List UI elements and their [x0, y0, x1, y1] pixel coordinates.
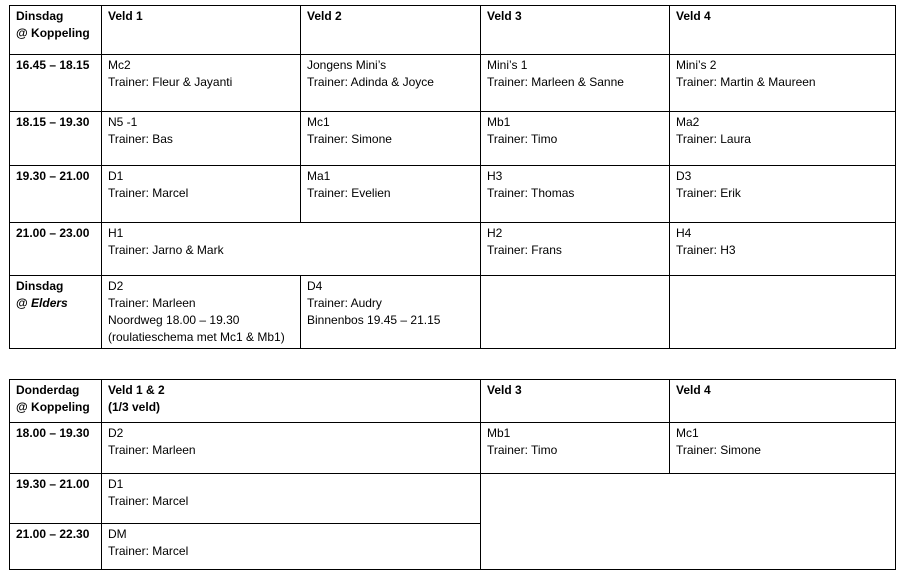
- team-name: Ma2: [676, 115, 700, 129]
- location-label: @ Koppeling: [16, 400, 90, 414]
- time-slot-cell: 21.00 – 22.30: [10, 524, 102, 570]
- table-header-row: [10, 6, 896, 55]
- trainer-text: Trainer: Audry: [307, 296, 382, 310]
- table-header-row: [10, 380, 896, 423]
- table-row: [10, 474, 896, 524]
- trainer-text: Trainer: Simone: [307, 132, 392, 146]
- field-header-veld-4: Veld 4: [670, 380, 896, 423]
- field-header-label: Veld 1 & 2: [108, 383, 165, 397]
- trainer-text: Trainer: Martin & Maureen: [676, 75, 816, 89]
- trainer-text: Trainer: Jarno & Mark: [108, 243, 224, 257]
- table-row: [10, 112, 896, 166]
- trainer-text: Trainer: Fleur & Jayanti: [108, 75, 233, 89]
- session-cell: [670, 423, 896, 474]
- team-name: D3: [676, 169, 692, 183]
- time-slot-cell: 18.15 – 19.30: [10, 112, 102, 166]
- session-cell: [102, 223, 481, 276]
- field-header-veld-3: Veld 3: [481, 380, 670, 423]
- time-slot-cell: 19.30 – 21.00: [10, 166, 102, 223]
- team-name: D1: [108, 169, 124, 183]
- session-cell: [102, 474, 481, 524]
- session-cell: [102, 423, 481, 474]
- team-name: Mc1: [307, 115, 330, 129]
- team-name: Ma1: [307, 169, 331, 183]
- day-label: Dinsdag: [16, 9, 64, 23]
- trainer-text: Trainer: Timo: [487, 443, 558, 457]
- session-cell: [670, 223, 896, 276]
- trainer-text: Trainer: Marcel: [108, 494, 189, 508]
- session-cell: [102, 276, 301, 349]
- trainer-text: Trainer: Marcel: [108, 544, 189, 558]
- table-row: [10, 423, 896, 474]
- trainer-text: Trainer: Evelien: [307, 186, 391, 200]
- trainer-text: Trainer: Marleen: [108, 296, 196, 310]
- team-name: D1: [108, 477, 124, 491]
- field-header-veld-1: Veld 1: [102, 6, 301, 55]
- empty-cell: [481, 276, 670, 349]
- trainer-text: Trainer: Marcel: [108, 186, 189, 200]
- session-cell: [102, 112, 301, 166]
- location-name: Elders: [31, 296, 68, 310]
- team-name: D2: [108, 279, 124, 293]
- trainer-text: Trainer: Simone: [676, 443, 761, 457]
- location-label: [16, 295, 95, 312]
- time-slot-cell: 21.00 – 23.00: [10, 223, 102, 276]
- day-label: Dinsdag: [16, 279, 64, 293]
- team-name: DM: [108, 527, 127, 541]
- field-header-veld-2: Veld 2: [301, 6, 481, 55]
- team-name: Mini’s 1: [487, 58, 528, 72]
- day-label: Donderdag: [16, 383, 80, 397]
- location-label: @ Koppeling: [16, 26, 90, 40]
- team-name: Mini’s 2: [676, 58, 717, 72]
- empty-cell: [481, 474, 896, 570]
- field-header-veld-1-2: [102, 380, 481, 423]
- trainer-text: Trainer: Adinda & Joyce: [307, 75, 434, 89]
- session-cell: [301, 55, 481, 112]
- session-cell: [102, 55, 301, 112]
- session-cell: [670, 112, 896, 166]
- table-row: [10, 223, 896, 276]
- session-cell: [301, 112, 481, 166]
- tuesday-schedule-table: [9, 5, 896, 349]
- table-row-elders: [10, 276, 896, 349]
- trainer-text: Trainer: Thomas: [487, 186, 575, 200]
- team-name: H3: [487, 169, 503, 183]
- session-cell: [670, 166, 896, 223]
- team-name: Mb1: [487, 115, 511, 129]
- team-name: Mc1: [676, 426, 699, 440]
- trainer-text: Trainer: Timo: [487, 132, 558, 146]
- session-cell: [102, 524, 481, 570]
- session-cell: [481, 166, 670, 223]
- session-cell: [481, 112, 670, 166]
- trainer-text: Trainer: Marleen: [108, 443, 196, 457]
- trainer-text: Trainer: Marleen & Sanne: [487, 75, 624, 89]
- location-time-text: Noordweg 18.00 – 19.30: [108, 313, 240, 327]
- day-header-cell: [10, 380, 102, 423]
- time-slot-cell: 16.45 – 18.15: [10, 55, 102, 112]
- empty-cell: [670, 276, 896, 349]
- field-header-veld-4: Veld 4: [670, 6, 896, 55]
- team-name: D2: [108, 426, 124, 440]
- session-cell: [102, 166, 301, 223]
- time-slot-cell: 19.30 – 21.00: [10, 474, 102, 524]
- session-cell: [481, 423, 670, 474]
- session-cell: [301, 166, 481, 223]
- table-row: [10, 55, 896, 112]
- session-cell: [670, 55, 896, 112]
- team-name: Mb1: [487, 426, 511, 440]
- trainer-text: Trainer: Bas: [108, 132, 173, 146]
- day-header-cell: [10, 276, 102, 349]
- location-prefix: @: [16, 296, 32, 310]
- team-name: Jongens Mini’s: [307, 58, 387, 72]
- day-header-cell: [10, 6, 102, 55]
- team-name: D4: [307, 279, 323, 293]
- field-header-note: (1/3 veld): [108, 400, 161, 414]
- session-cell: [481, 223, 670, 276]
- time-slot-cell: 18.00 – 19.30: [10, 423, 102, 474]
- location-time-text: Binnenbos 19.45 – 21.15: [307, 313, 441, 327]
- team-name: N5 -1: [108, 115, 138, 129]
- trainer-text: Trainer: Frans: [487, 243, 562, 257]
- team-name: Mc2: [108, 58, 131, 72]
- team-name: H4: [676, 226, 692, 240]
- session-cell: [481, 55, 670, 112]
- team-name: H1: [108, 226, 124, 240]
- table-row: [10, 166, 896, 223]
- team-name: H2: [487, 226, 503, 240]
- session-cell: [301, 276, 481, 349]
- trainer-text: Trainer: H3: [676, 243, 736, 257]
- field-header-veld-3: Veld 3: [481, 6, 670, 55]
- trainer-text: Trainer: Laura: [676, 132, 751, 146]
- note-text: (roulatieschema met Mc1 & Mb1): [108, 330, 285, 344]
- trainer-text: Trainer: Erik: [676, 186, 741, 200]
- thursday-schedule-table: [9, 379, 896, 570]
